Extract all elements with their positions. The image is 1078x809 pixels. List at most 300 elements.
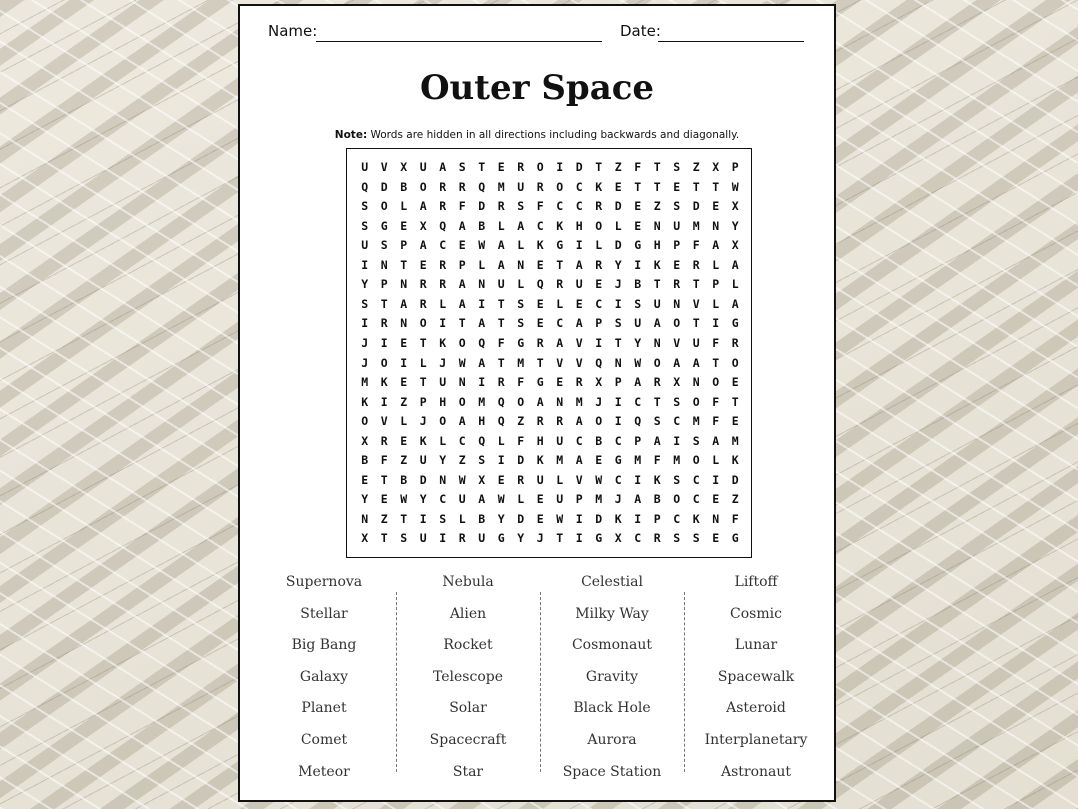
grid-letter: L: [400, 414, 408, 429]
grid-letter: E: [536, 296, 544, 311]
grid-letter: M: [673, 453, 681, 468]
grid-letter: G: [614, 453, 622, 468]
grid-letter: D: [517, 453, 525, 468]
word-item: Alien: [449, 605, 487, 622]
grid-letter: W: [478, 238, 486, 253]
name-date-row: [268, 22, 808, 46]
grid-letter: T: [380, 472, 388, 487]
grid-letter: V: [575, 335, 583, 350]
grid-letter: C: [634, 531, 642, 546]
grid-letter: J: [361, 355, 369, 370]
grid-letter: T: [419, 375, 427, 390]
grid-letter: M: [692, 218, 700, 233]
grid-letter: O: [556, 179, 564, 194]
grid-letter: Y: [614, 257, 622, 272]
grid-letter: V: [380, 414, 388, 429]
grid-letter: B: [653, 492, 661, 507]
grid-letter: K: [653, 257, 661, 272]
grid-letter: N: [653, 218, 661, 233]
word-item: Liftoff: [734, 574, 778, 590]
grid-letter: Q: [478, 433, 486, 448]
grid-letter: N: [712, 511, 720, 526]
grid-letter: Z: [400, 394, 408, 409]
grid-letter: L: [439, 433, 447, 448]
grid-letter: O: [380, 199, 388, 214]
grid-row: [355, 510, 745, 530]
grid-letter: R: [692, 257, 700, 272]
grid-letter: Q: [478, 179, 486, 194]
grid-letter: S: [400, 531, 408, 546]
grid-letter: A: [712, 238, 720, 253]
grid-letter: U: [634, 316, 642, 331]
grid-letter: R: [439, 277, 447, 292]
grid-row: [355, 158, 745, 178]
grid-letter: P: [653, 511, 661, 526]
grid-letter: I: [478, 296, 486, 311]
grid-letter: O: [692, 453, 700, 468]
grid-letter: K: [692, 511, 700, 526]
grid-letter: G: [731, 531, 739, 546]
grid-letter: R: [497, 199, 505, 214]
grid-letter: N: [458, 375, 466, 390]
grid-letter: S: [692, 531, 700, 546]
grid-letter: N: [712, 218, 720, 233]
grid-letter: O: [517, 394, 525, 409]
grid-letter: Q: [536, 277, 544, 292]
grid-letter: R: [673, 277, 681, 292]
grid-letter: D: [614, 238, 622, 253]
grid-letter: R: [458, 179, 466, 194]
grid-letter: R: [419, 277, 427, 292]
grid-letter: F: [380, 453, 388, 468]
grid-letter: O: [712, 375, 720, 390]
grid-letter: L: [517, 238, 525, 253]
grid-letter: S: [458, 160, 466, 174]
grid-letter: Q: [497, 394, 505, 409]
grid-letter: P: [419, 394, 427, 409]
grid-letter: R: [575, 375, 583, 390]
grid-letter: U: [439, 375, 447, 390]
grid-letter: G: [536, 375, 544, 390]
word-item: Comet: [300, 732, 348, 748]
grid-letter: W: [497, 492, 505, 507]
grid-letter: F: [517, 433, 525, 448]
column-divider: [684, 592, 685, 772]
grid-row: [355, 471, 745, 491]
grid-letter: R: [380, 433, 388, 448]
grid-letter: R: [380, 316, 388, 331]
grid-letter: O: [458, 394, 466, 409]
grid-letter: S: [673, 160, 681, 174]
grid-letter: T: [712, 355, 720, 370]
grid-letter: C: [536, 218, 544, 233]
grid-letter: Z: [653, 199, 661, 214]
grid-letter: N: [692, 375, 700, 390]
grid-row: [355, 314, 745, 334]
word-item: Galaxy: [299, 668, 349, 685]
grid-letter: F: [731, 511, 739, 526]
grid-letter: S: [673, 472, 681, 487]
grid-letter: A: [673, 355, 681, 370]
grid-letter: S: [673, 531, 681, 546]
grid-letter: N: [439, 472, 447, 487]
grid-letter: Z: [517, 414, 525, 429]
grid-letter: N: [380, 257, 388, 272]
grid-letter: M: [692, 414, 700, 429]
letter-grid: [346, 148, 752, 558]
grid-letter: O: [380, 355, 388, 370]
word-item: Stellar: [300, 605, 348, 622]
word-item: Celestial: [581, 574, 643, 590]
grid-letter: L: [614, 218, 622, 233]
grid-letter: T: [497, 316, 505, 331]
grid-letter: A: [497, 257, 505, 272]
grid-letter: W: [556, 511, 564, 526]
grid-letter: E: [536, 511, 544, 526]
grid-letter: Z: [400, 453, 408, 468]
grid-letter: Q: [497, 414, 505, 429]
grid-letter: Z: [614, 160, 622, 174]
grid-letter: I: [614, 296, 622, 311]
grid-letter: P: [458, 257, 466, 272]
grid-letter: M: [361, 375, 369, 390]
grid-letter: F: [712, 335, 720, 350]
grid-letter: Y: [497, 511, 505, 526]
grid-letter: S: [380, 238, 388, 253]
grid-letter: K: [653, 472, 661, 487]
grid-letter: R: [556, 277, 564, 292]
grid-letter: R: [439, 199, 447, 214]
grid-letter: E: [380, 492, 388, 507]
grid-letter: A: [478, 316, 486, 331]
grid-letter: F: [458, 199, 466, 214]
grid-letter: D: [692, 199, 700, 214]
grid-letter: O: [439, 414, 447, 429]
grid-letter: I: [400, 355, 408, 370]
grid-letter: E: [497, 160, 505, 174]
grid-letter: R: [419, 296, 427, 311]
grid-letter: J: [614, 277, 622, 292]
grid-letter: Q: [361, 179, 369, 194]
grid-letter: Q: [634, 414, 642, 429]
grid-row: [355, 412, 745, 432]
grid-letter: E: [673, 257, 681, 272]
word-item: Telescope: [433, 668, 503, 685]
grid-letter: G: [634, 238, 642, 253]
grid-letter: E: [614, 179, 622, 194]
grid-letter: Z: [458, 453, 466, 468]
grid-letter: P: [673, 238, 681, 253]
grid-letter: Y: [439, 453, 447, 468]
grid-letter: T: [497, 355, 505, 370]
grid-letter: T: [653, 179, 661, 194]
grid-letter: U: [419, 453, 427, 468]
grid-letter: K: [361, 394, 369, 409]
grid-letter: T: [556, 257, 564, 272]
grid-letter: B: [634, 277, 642, 292]
grid-letter: W: [731, 179, 739, 194]
grid-letter: R: [556, 414, 564, 429]
grid-letter: E: [673, 179, 681, 194]
grid-letter: L: [478, 257, 486, 272]
name-line: [316, 41, 602, 42]
grid-letter: C: [595, 296, 603, 311]
grid-letter: X: [731, 238, 739, 253]
grid-letter: M: [556, 453, 564, 468]
grid-letter: Z: [731, 492, 739, 507]
grid-letter: I: [614, 394, 622, 409]
grid-letter: P: [400, 238, 408, 253]
grid-letter: A: [575, 316, 583, 331]
grid-letter: C: [692, 492, 700, 507]
grid-letter: L: [419, 355, 427, 370]
column-divider: [396, 592, 397, 772]
grid-letter: N: [517, 257, 525, 272]
grid-letter: L: [556, 472, 564, 487]
grid-letter: M: [517, 355, 525, 370]
grid-letter: U: [653, 296, 661, 311]
grid-letter: E: [536, 316, 544, 331]
grid-letter: O: [419, 316, 427, 331]
word-item: Black Hole: [573, 700, 651, 717]
grid-letter: K: [731, 453, 739, 468]
grid-letter: B: [478, 218, 486, 233]
grid-letter: E: [575, 296, 583, 311]
grid-letter: M: [595, 492, 603, 507]
grid-letter: L: [517, 492, 525, 507]
grid-letter: Y: [361, 277, 369, 292]
grid-letter: U: [361, 160, 369, 174]
grid-letter: C: [575, 433, 583, 448]
grid-row: [355, 432, 745, 452]
grid-letter: K: [419, 433, 427, 448]
grid-letter: P: [595, 316, 603, 331]
grid-letter: Q: [439, 218, 447, 233]
grid-letter: U: [673, 218, 681, 233]
grid-letter: T: [458, 316, 466, 331]
date-line: [658, 41, 804, 42]
grid-letter: E: [712, 531, 720, 546]
grid-letter: T: [692, 277, 700, 292]
grid-letter: P: [712, 277, 720, 292]
grid-letter: A: [575, 414, 583, 429]
grid-letter: N: [361, 511, 369, 526]
grid-letter: W: [400, 492, 408, 507]
grid-row: [355, 393, 745, 413]
grid-letter: T: [653, 394, 661, 409]
grid-row: [355, 295, 745, 315]
grid-letter: H: [536, 433, 544, 448]
grid-letter: A: [478, 492, 486, 507]
grid-letter: I: [361, 316, 369, 331]
grid-letter: O: [731, 355, 739, 370]
grid-letter: L: [595, 238, 603, 253]
grid-letter: K: [614, 511, 622, 526]
grid-letter: Q: [595, 355, 603, 370]
grid-letter: E: [458, 238, 466, 253]
word-item: Cosmic: [730, 605, 782, 622]
grid-letter: O: [419, 179, 427, 194]
grid-letter: A: [419, 199, 427, 214]
grid-letter: C: [634, 394, 642, 409]
grid-letter: T: [692, 316, 700, 331]
grid-row: [355, 236, 745, 256]
word-item: Astronaut: [720, 763, 792, 780]
grid-letter: M: [478, 394, 486, 409]
grid-letter: I: [439, 316, 447, 331]
grid-letter: A: [517, 218, 525, 233]
grid-letter: F: [653, 453, 661, 468]
grid-letter: U: [497, 277, 505, 292]
grid-row: [355, 373, 745, 393]
grid-letter: T: [536, 355, 544, 370]
grid-letter: T: [731, 394, 739, 409]
grid-letter: E: [556, 375, 564, 390]
grid-letter: K: [556, 218, 564, 233]
grid-letter: H: [653, 238, 661, 253]
grid-letter: I: [634, 511, 642, 526]
grid-letter: E: [731, 414, 739, 429]
word-item: Solar: [449, 700, 487, 717]
grid-letter: O: [595, 218, 603, 233]
grid-letter: A: [731, 257, 739, 272]
grid-letter: B: [595, 433, 603, 448]
grid-letter: Y: [634, 335, 642, 350]
grid-letter: R: [517, 160, 525, 174]
grid-letter: N: [614, 355, 622, 370]
grid-letter: A: [653, 433, 661, 448]
grid-letter: R: [497, 375, 505, 390]
grid-letter: J: [595, 394, 603, 409]
grid-letter: D: [517, 511, 525, 526]
grid-letter: S: [517, 316, 525, 331]
grid-letter: I: [712, 472, 720, 487]
grid-letter: A: [439, 160, 447, 174]
grid-letter: A: [692, 355, 700, 370]
grid-letter: A: [712, 433, 720, 448]
grid-letter: E: [419, 257, 427, 272]
grid-letter: B: [478, 511, 486, 526]
grid-letter: A: [458, 414, 466, 429]
worksheet-page: [238, 4, 836, 802]
grid-letter: B: [400, 472, 408, 487]
grid-letter: D: [614, 199, 622, 214]
word-item: Gravity: [585, 668, 639, 685]
grid-letter: C: [614, 433, 622, 448]
grid-letter: D: [478, 199, 486, 214]
grid-letter: N: [478, 277, 486, 292]
grid-letter: T: [497, 296, 505, 311]
grid-letter: R: [536, 335, 544, 350]
grid-letter: O: [536, 160, 544, 174]
grid-letter: X: [419, 218, 427, 233]
grid-letter: X: [361, 433, 369, 448]
grid-row: [355, 178, 745, 198]
grid-letter: I: [361, 257, 369, 272]
grid-letter: X: [731, 199, 739, 214]
grid-letter: U: [556, 433, 564, 448]
word-item: Meteor: [298, 763, 350, 780]
grid-row: [355, 529, 745, 549]
word-item: Aurora: [587, 732, 637, 748]
grid-letter: F: [712, 414, 720, 429]
grid-letter: X: [361, 531, 369, 546]
grid-letter: M: [634, 453, 642, 468]
grid-letter: L: [400, 199, 408, 214]
grid-letter: R: [595, 257, 603, 272]
grid-letter: D: [595, 511, 603, 526]
grid-letter: S: [361, 199, 369, 214]
grid-letter: H: [478, 414, 486, 429]
grid-letter: G: [731, 316, 739, 331]
grid-letter: D: [731, 472, 739, 487]
grid-letter: S: [478, 453, 486, 468]
grid-row: [355, 451, 745, 471]
grid-letter: F: [536, 199, 544, 214]
grid-letter: J: [361, 335, 369, 350]
grid-letter: X: [712, 160, 720, 174]
grid-letter: U: [419, 531, 427, 546]
instructions-note: [240, 129, 834, 141]
grid-letter: N: [400, 277, 408, 292]
word-item: Spacewalk: [717, 668, 795, 685]
grid-letter: E: [712, 492, 720, 507]
grid-letter: I: [575, 238, 583, 253]
grid-letter: L: [458, 511, 466, 526]
grid-letter: A: [458, 218, 466, 233]
grid-letter: E: [536, 257, 544, 272]
grid-letter: P: [614, 375, 622, 390]
grid-letter: T: [478, 160, 486, 174]
grid-letter: T: [653, 277, 661, 292]
grid-letter: N: [400, 316, 408, 331]
grid-letter: U: [556, 492, 564, 507]
grid-letter: T: [614, 335, 622, 350]
grid-letter: A: [458, 277, 466, 292]
grid-letter: I: [439, 531, 447, 546]
grid-letter: X: [478, 472, 486, 487]
grid-letter: T: [712, 179, 720, 194]
grid-letter: O: [692, 394, 700, 409]
grid-row: [355, 217, 745, 237]
grid-letter: C: [575, 199, 583, 214]
grid-letter: R: [536, 414, 544, 429]
word-item: Planet: [301, 700, 347, 717]
grid-letter: T: [419, 335, 427, 350]
grid-letter: X: [614, 531, 622, 546]
grid-letter: A: [575, 453, 583, 468]
grid-letter: A: [400, 296, 408, 311]
grid-letter: L: [712, 296, 720, 311]
grid-letter: D: [419, 472, 427, 487]
word-item: Lunar: [734, 637, 778, 654]
word-item: Cosmonaut: [571, 637, 653, 654]
grid-letter: U: [536, 472, 544, 487]
grid-letter: Z: [380, 511, 388, 526]
grid-letter: E: [595, 277, 603, 292]
grid-letter: S: [517, 296, 525, 311]
grid-letter: C: [614, 472, 622, 487]
grid-letter: G: [517, 335, 525, 350]
grid-letter: I: [497, 453, 505, 468]
grid-letter: E: [400, 433, 408, 448]
grid-letter: P: [575, 492, 583, 507]
word-item: Nebula: [442, 574, 494, 590]
grid-letter: P: [380, 277, 388, 292]
grid-letter: C: [556, 199, 564, 214]
grid-letter: I: [556, 160, 564, 174]
grid-letter: U: [419, 160, 427, 174]
